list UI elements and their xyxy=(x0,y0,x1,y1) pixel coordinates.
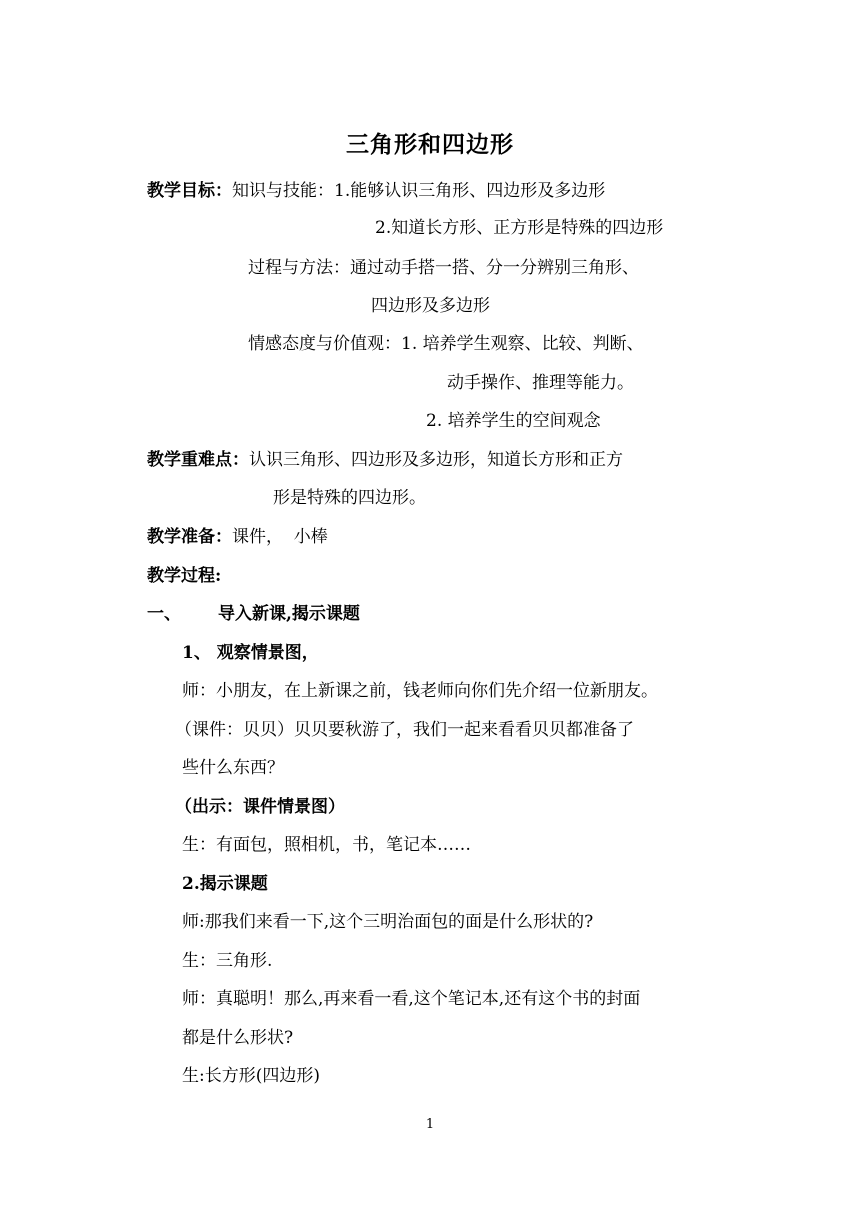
section-1-title: 导入新课,揭示课题 xyxy=(218,604,360,624)
process-row-1 xyxy=(248,257,639,279)
emotion-item-3: 2. 培养学生的空间观念 xyxy=(426,411,601,431)
process-label-heading: 教学过程: xyxy=(147,566,222,586)
step-2-title: 2.揭示课题 xyxy=(182,874,268,894)
knowledge-item-2: 2.知道长方形、正方形是特殊的四边形 xyxy=(375,218,664,238)
paragraph-1-line-1: 师：小朋友，在上新课之前，钱老师向你们先介绍一位新朋友。 xyxy=(182,681,658,701)
emotion-item-1: 1. 培养学生观察、比较、判断、 xyxy=(401,334,644,354)
emotion-item-2: 动手操作、推理等能力。 xyxy=(447,373,634,393)
process-item-1: 通过动手搭一搭、分一分辨别三角形、 xyxy=(350,258,639,278)
answer-2: 生：三角形. xyxy=(182,951,273,971)
paragraph-1-line-2: （课件：贝贝）贝贝要秋游了，我们一起来看看贝贝都准备了 xyxy=(175,720,634,740)
key-points-row-1 xyxy=(147,449,623,471)
key-points-label: 教学重难点： xyxy=(147,450,249,470)
step-1-title: 1、 观察情景图， xyxy=(182,643,319,663)
objectives-label: 教学目标： xyxy=(147,181,232,201)
preparation-row xyxy=(147,526,328,548)
emotion-label: 情感态度与价值观： xyxy=(248,334,401,354)
key-points-line-2: 形是特殊的四边形。 xyxy=(273,488,426,508)
show-courseware: （出示：课件情景图） xyxy=(175,797,345,817)
process-label: 过程与方法： xyxy=(248,258,350,278)
document-title: 三角形和四边形 xyxy=(346,131,514,158)
answer-1: 生：有面包，照相机，书，笔记本…… xyxy=(182,835,471,855)
preparation-label: 教学准备： xyxy=(147,527,232,547)
objectives-row-1 xyxy=(147,180,605,202)
section-1-number: 一、 xyxy=(147,604,181,624)
page-number: 1 xyxy=(425,1117,435,1132)
teacher-line-3b: 都是什么形状? xyxy=(182,1028,294,1048)
answer-3: 生:长方形(四边形) xyxy=(182,1066,320,1086)
emotion-row-1 xyxy=(248,333,644,355)
preparation-value: 课件， 小棒 xyxy=(232,527,328,547)
key-points-line-1: 认识三角形、四边形及多边形，知道长方形和正方 xyxy=(249,450,623,470)
paragraph-1-line-3: 些什么东西？ xyxy=(182,758,284,778)
knowledge-label: 知识与技能： xyxy=(232,181,334,201)
teacher-line-3a: 师：真聪明！那么,再来看一看,这个笔记本,还有这个书的封面 xyxy=(182,989,641,1009)
knowledge-item-1: 1.能够认识三角形、四边形及多边形 xyxy=(334,181,606,201)
process-item-2: 四边形及多边形 xyxy=(371,296,490,316)
teacher-line-2: 师:那我们来看一下,这个三明治面包的面是什么形状的? xyxy=(182,912,594,932)
